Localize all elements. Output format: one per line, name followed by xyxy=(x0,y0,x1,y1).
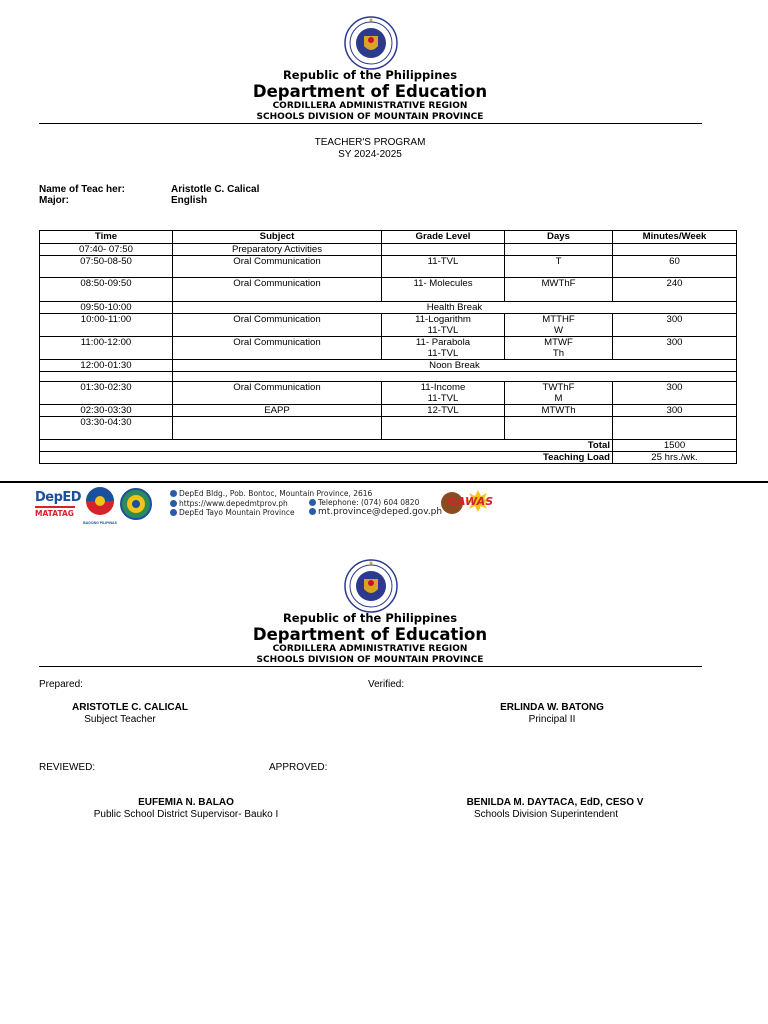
cell-break: Noon Break xyxy=(173,360,737,372)
cell-time: 03:30-04:30 xyxy=(40,417,173,440)
website-link[interactable]: https://www.depedmtprov.ph xyxy=(179,498,288,508)
header-time: Time xyxy=(40,231,173,244)
name-label: Name of Teac her: xyxy=(39,184,125,195)
approved-title: Schools Division Superintendent xyxy=(474,809,618,820)
cell-minutes: 300 xyxy=(613,314,737,337)
division-seal-icon xyxy=(120,488,152,520)
prepared-label: Prepared: xyxy=(39,679,83,690)
gawas-logo xyxy=(438,488,494,516)
cell-days: T xyxy=(505,256,613,278)
reviewed-signatory xyxy=(76,797,296,821)
cell-days xyxy=(505,244,613,256)
cell-days: MTTHF W xyxy=(505,314,613,337)
gawas-logo-text: GAWAS xyxy=(448,495,494,508)
globe-icon xyxy=(170,500,177,507)
table-row xyxy=(40,405,737,417)
approved-signatory xyxy=(442,797,668,821)
region-text: CORDILLERA ADMINISTRATIVE REGION xyxy=(272,644,468,654)
name-value: Aristotle C. Calical xyxy=(171,184,260,195)
total-row xyxy=(40,440,737,452)
bagong-pilipinas-text: BAGONG PILIPINAS xyxy=(83,521,117,525)
footer-divider xyxy=(0,481,768,483)
verified-label: Verified: xyxy=(368,679,405,690)
deped-logo-text: DepED xyxy=(35,490,82,505)
department-text: Department of Education xyxy=(252,625,488,644)
table-row xyxy=(40,337,737,360)
cell-minutes: 300 xyxy=(613,382,737,405)
major-label: Major: xyxy=(39,195,69,206)
cell-days: MTWF Th xyxy=(505,337,613,360)
matatag-logo-text: MATATAG xyxy=(35,509,74,518)
cell-time: 01:30-02:30 xyxy=(40,382,173,405)
table-row xyxy=(40,302,737,314)
cell-subject: EAPP xyxy=(173,405,382,417)
republic-text: Republic of the Philippines xyxy=(282,611,458,625)
email-icon xyxy=(309,508,316,515)
reviewed-name: EUFEMIA N. BALAO xyxy=(138,797,234,808)
location-icon xyxy=(170,490,177,497)
cell-time: 07:50-08-50 xyxy=(40,256,173,278)
region-text: CORDILLERA ADMINISTRATIVE REGION xyxy=(272,101,468,111)
teaching-load-value: 25 hrs./wk. xyxy=(613,452,737,464)
header-minutes: Minutes/Week xyxy=(613,231,737,244)
cell-grade: 11-TVL xyxy=(382,256,505,278)
facebook-icon xyxy=(170,509,177,516)
cell-grade: 11- Molecules xyxy=(382,278,505,302)
cell-time: 11:00-12:00 xyxy=(40,337,173,360)
verified-title: Principal II xyxy=(528,714,576,725)
teacher-info-values xyxy=(171,184,259,206)
cell-break: Health Break xyxy=(173,302,737,314)
letterhead xyxy=(0,611,740,666)
prepared-name: ARISTOTLE C. CALICAL xyxy=(72,702,188,713)
header-divider xyxy=(39,123,702,124)
cell-grade xyxy=(382,417,505,440)
cell-grade: 11-Income 11-TVL xyxy=(382,382,505,405)
cell-days: MWThF xyxy=(505,278,613,302)
republic-text: Republic of the Philippines xyxy=(282,68,458,82)
teaching-load-row xyxy=(40,452,737,464)
table-row xyxy=(40,360,737,372)
cell-subject: Oral Communication xyxy=(173,382,382,405)
email-link[interactable]: mt.province@deped.gov.ph xyxy=(318,506,443,517)
table-row xyxy=(40,314,737,337)
email-line[interactable] xyxy=(309,508,442,518)
cell-minutes: 240 xyxy=(613,278,737,302)
cell-subject: Preparatory Activities xyxy=(173,244,382,256)
table-row xyxy=(40,244,737,256)
cell-minutes xyxy=(613,244,737,256)
address-text: DepEd Bldg., Pob. Bontoc, Mountain Province, 2616 xyxy=(179,489,373,498)
table-row-spacer xyxy=(40,372,737,382)
cell-empty xyxy=(173,372,737,382)
verified-signatory xyxy=(452,702,652,726)
telephone-text: Telephone: (074) 604 0820 xyxy=(318,498,420,507)
approved-label: APPROVED: xyxy=(269,762,328,773)
prepared-signatory xyxy=(30,702,230,726)
prepared-title: Subject Teacher xyxy=(84,714,156,725)
cell-time: 08:50-09:50 xyxy=(40,278,173,302)
table-row xyxy=(40,256,737,278)
major-value: English xyxy=(171,195,208,206)
header-divider xyxy=(39,666,702,667)
cell-subject: Oral Communication xyxy=(173,337,382,360)
cell-days: MTWTh xyxy=(505,405,613,417)
cell-empty xyxy=(40,372,173,382)
reviewed-title: Public School District Supervisor- Bauko I xyxy=(93,809,279,820)
teacher-info-labels xyxy=(39,184,125,206)
doc-title: TEACHER'S PROGRAM xyxy=(314,137,426,148)
table-row xyxy=(40,382,737,405)
cell-subject xyxy=(173,417,382,440)
cell-grade: 12-TVL xyxy=(382,405,505,417)
cell-time: 07:40- 07:50 xyxy=(40,244,173,256)
cell-minutes: 60 xyxy=(613,256,737,278)
cell-time: 10:00-11:00 xyxy=(40,314,173,337)
bagong-pilipinas-icon xyxy=(84,486,116,516)
approved-name: BENILDA M. DAYTACA, EdD, CESO V xyxy=(466,797,644,808)
facebook-link[interactable]: DepEd Tayo Mountain Province xyxy=(179,508,295,517)
footer-contact-right xyxy=(309,498,442,517)
department-text: Department of Education xyxy=(252,82,488,101)
division-text: SCHOOLS DIVISION OF MOUNTAIN PROVINCE xyxy=(256,112,484,122)
deped-seal-icon xyxy=(344,16,398,70)
header-days: Days xyxy=(505,231,613,244)
cell-grade xyxy=(382,244,505,256)
table-header-row xyxy=(40,231,737,244)
deped-matatag-logo xyxy=(35,490,82,524)
cell-subject: Oral Communication xyxy=(173,314,382,337)
table-row xyxy=(40,278,737,302)
program-title xyxy=(0,137,740,161)
cell-grade: 11- Parabola 11-TVL xyxy=(382,337,505,360)
total-value: 1500 xyxy=(613,440,737,452)
cell-time: 09:50-10:00 xyxy=(40,302,173,314)
schedule-table xyxy=(39,230,737,464)
total-label: Total xyxy=(40,440,613,452)
division-text: SCHOOLS DIVISION OF MOUNTAIN PROVINCE xyxy=(256,655,484,665)
bagong-pilipinas-logo xyxy=(82,486,118,524)
header-subject: Subject xyxy=(173,231,382,244)
deped-seal-icon xyxy=(344,559,398,613)
table-row xyxy=(40,417,737,440)
cell-days: TWThF M xyxy=(505,382,613,405)
cell-time: 12:00-01:30 xyxy=(40,360,173,372)
cell-minutes: 300 xyxy=(613,405,737,417)
cell-subject: Oral Communication xyxy=(173,256,382,278)
cell-days xyxy=(505,417,613,440)
cell-grade: 11-Logarithm 11-TVL xyxy=(382,314,505,337)
school-year: SY 2024-2025 xyxy=(338,149,402,160)
reviewed-label: REVIEWED: xyxy=(39,762,96,773)
verified-name: ERLINDA W. BATONG xyxy=(500,702,604,713)
phone-icon xyxy=(309,499,316,506)
cell-time: 02:30-03:30 xyxy=(40,405,173,417)
teaching-load-label: Teaching Load xyxy=(40,452,613,464)
letterhead xyxy=(0,68,740,123)
cell-minutes xyxy=(613,417,737,440)
cell-minutes: 300 xyxy=(613,337,737,360)
header-grade-level: Grade Level xyxy=(382,231,505,244)
cell-subject: Oral Communication xyxy=(173,278,382,302)
